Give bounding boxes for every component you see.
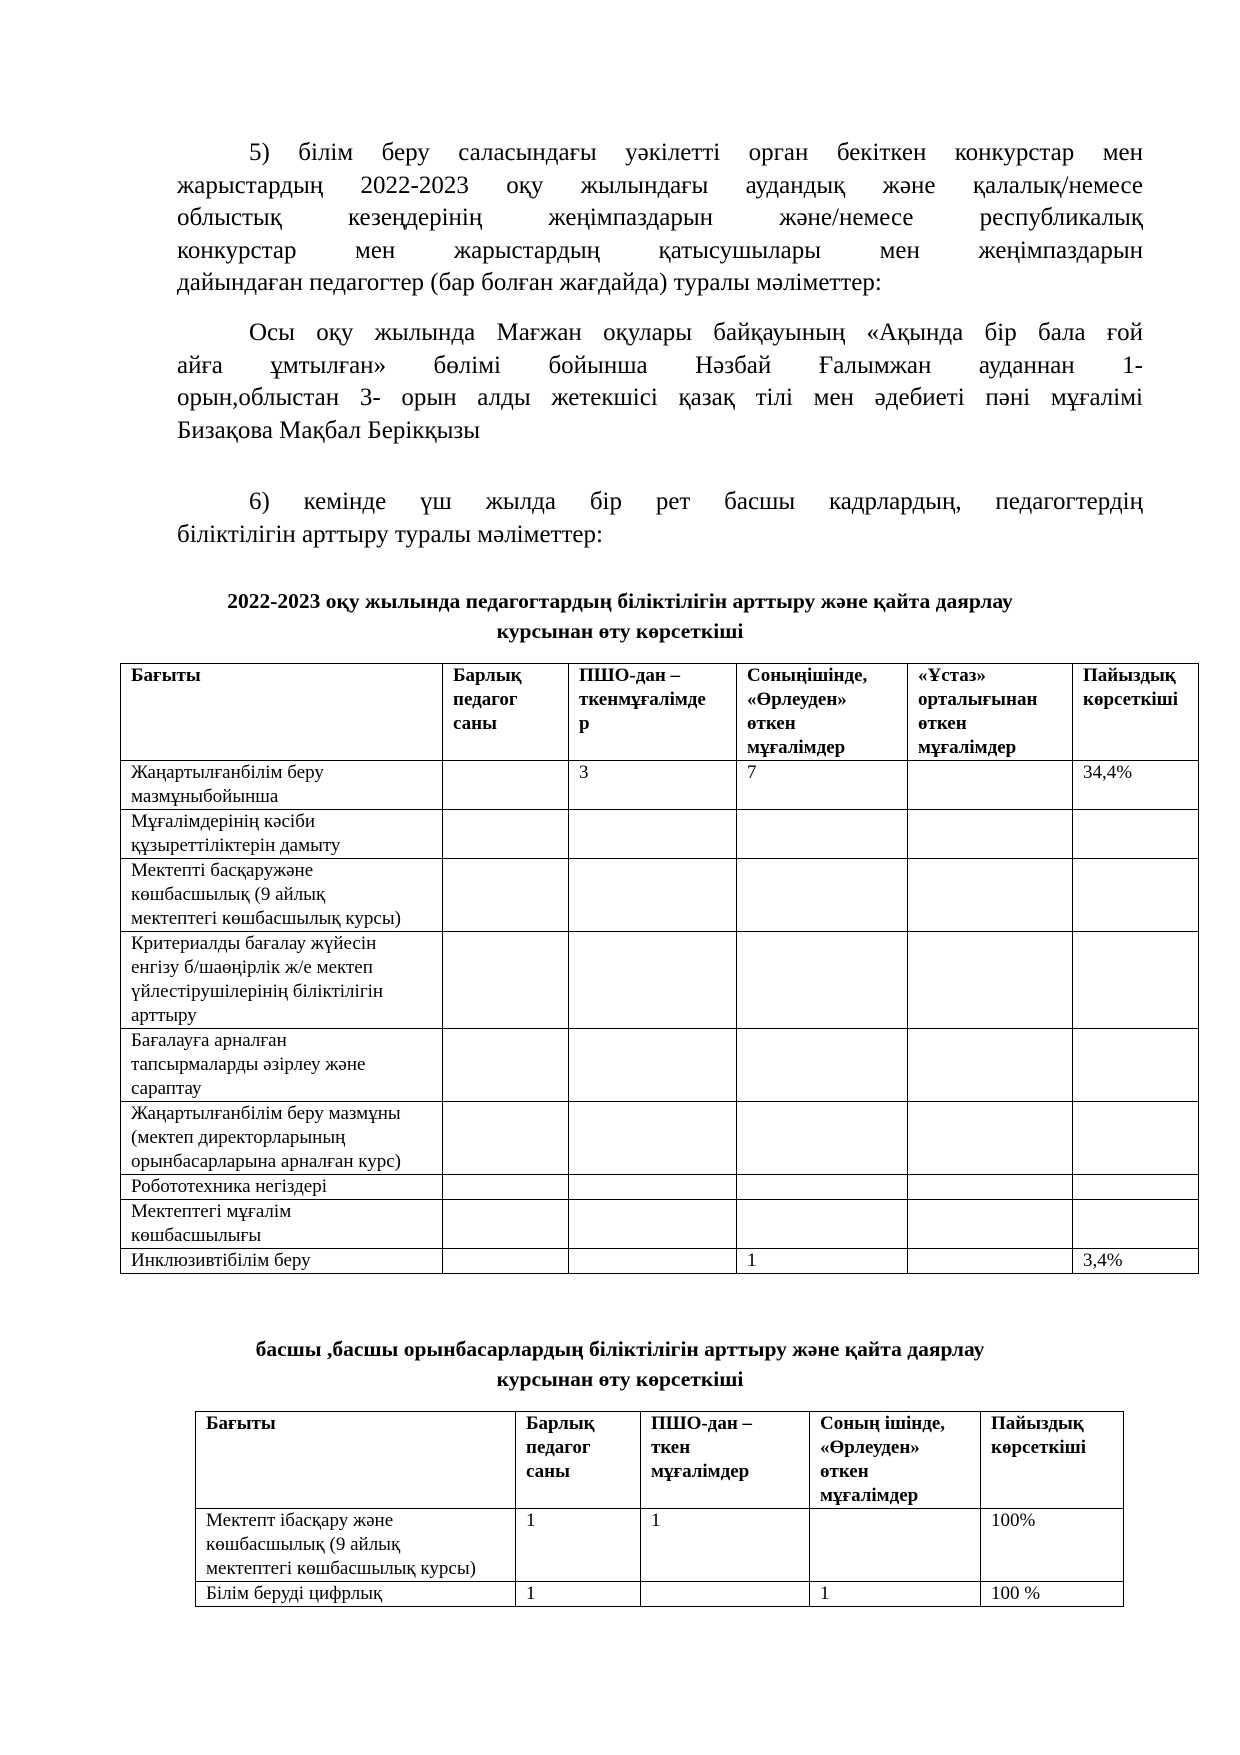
table-cell — [1073, 1175, 1199, 1200]
row-label-cell: Мектептегі мұғалім көшбасшылығы — [121, 1200, 443, 1249]
table-cell — [443, 810, 569, 859]
table-cell — [443, 932, 569, 1029]
table-cell: 1 — [516, 1582, 641, 1607]
table-row — [196, 1509, 1124, 1582]
table-cell — [908, 810, 1073, 859]
table-row — [121, 1175, 1199, 1200]
header-total-teachers: Барлық педагог саны — [516, 1412, 641, 1509]
table-cell — [443, 1175, 569, 1200]
table-cell: 1 — [737, 1249, 908, 1274]
header-percentage: Пайыздық көрсеткіші — [1073, 664, 1199, 761]
table-cell — [443, 1200, 569, 1249]
table-cell — [443, 1102, 569, 1175]
row-label-cell: Инклюзивтібілім беру — [121, 1249, 443, 1274]
table-cell — [737, 810, 908, 859]
title-line: басшы ,басшы орынбасарлардың біліктілігін арттыру және қайта даярлау — [255, 1337, 985, 1361]
table-cell — [443, 859, 569, 932]
table-row — [196, 1582, 1124, 1607]
paragraph-line: жарыстардың 2022-2023 оқу жылындағы аудандық және қалалық/немесе — [177, 171, 1143, 199]
table-cell — [810, 1509, 981, 1582]
table-2-title — [120, 1334, 1120, 1394]
row-label-cell: Мұғалімдерінің кәсіби құзыреттіліктерін дамыту — [121, 810, 443, 859]
table-row — [121, 859, 1199, 932]
row-label-cell: Мектепті басқаружәне көшбасшылық (9 айлық мектептегі көшбасшылық курсы) — [121, 859, 443, 932]
teacher-training-table — [120, 663, 1199, 1274]
table-cell — [569, 1175, 737, 1200]
table-cell — [569, 859, 737, 932]
section-6-paragraph — [177, 486, 1143, 551]
paragraph-line: Осы оқу жылында Мағжан оқулары байқауының «Ақында бір бала ғой — [249, 319, 1143, 346]
header-orleu-teachers: Соның ішінде, «Өрлеуден» өткен мұғалімдер — [810, 1412, 981, 1509]
table-cell — [1073, 1102, 1199, 1175]
table-cell — [908, 1249, 1073, 1274]
paragraph-line: облыстық кезеңдерінің жеңімпаздарын және/немесе республикалық — [177, 204, 1143, 231]
header-orleu-teachers: Соныңішінде, «Өрлеуден» өткен мұғалімдер — [737, 664, 908, 761]
table-cell — [737, 1029, 908, 1102]
paragraph-line: конкурстар мен жарыстардың қатысушылары мен жеңімпаздарын — [177, 236, 1143, 264]
table-cell — [908, 859, 1073, 932]
header-pshc-teachers: ПШО-дан – ткен мұғалімдер — [641, 1412, 810, 1509]
table-cell — [737, 1200, 908, 1249]
paragraph-line: Бизақова Мақбал Берікқызы — [177, 416, 481, 444]
paragraph-line: орын,облыстан 3- орын алды жетекшісі қазақ тілі мен әдебиеті пәні мұғалімі — [177, 384, 1143, 411]
table-row — [121, 1249, 1199, 1274]
row-label-cell: Робототехника негіздері — [121, 1175, 443, 1200]
title-line: 2022-2023 оқу жылында педагогтардың біліктілігін арттыру және қайта даярлау — [227, 589, 1013, 613]
header-percentage: Пайыздық көрсеткіші — [981, 1412, 1124, 1509]
title-line: курсынан өту көрсеткіші — [496, 619, 744, 643]
paragraph-line: 5) білім беру саласындағы уәкілетті орган бекіткен конкурстар мен — [249, 139, 1143, 166]
table-cell: 1 — [810, 1582, 981, 1607]
table-cell — [737, 932, 908, 1029]
paragraph-line: 6) кемінде үш жылда бір рет басшы кадрлардың, педагогтердің — [249, 488, 1143, 515]
table-cell — [1073, 1200, 1199, 1249]
row-label-cell: Критериалды бағалау жүйесін енгізу б/шаөңірлік ж/е мектеп үйлестірушілерінің біліктілігін арттыру — [121, 932, 443, 1029]
table-header-row — [121, 664, 1199, 761]
table-cell — [1073, 932, 1199, 1029]
table-cell — [908, 1200, 1073, 1249]
table-cell — [908, 1175, 1073, 1200]
achievement-paragraph — [177, 317, 1143, 447]
header-direction: Бағыты — [196, 1412, 516, 1509]
table-row — [121, 761, 1199, 810]
header-direction: Бағыты — [121, 664, 443, 761]
table-cell — [443, 761, 569, 810]
header-ustaz-teachers: «Ұстаз» орталығынан өткен мұғалімдер — [908, 664, 1073, 761]
table-row — [121, 810, 1199, 859]
table-cell — [1073, 859, 1199, 932]
table-cell — [908, 1029, 1073, 1102]
table-cell: 34,4% — [1073, 761, 1199, 810]
table-cell: 7 — [737, 761, 908, 810]
table-cell — [569, 810, 737, 859]
table-cell — [737, 859, 908, 932]
paragraph-line: біліктілігін арттыру туралы мәліметтер: — [177, 520, 603, 548]
table-cell — [569, 932, 737, 1029]
table-header-row — [196, 1412, 1124, 1509]
table-cell — [737, 1102, 908, 1175]
row-label-cell: Бағалауға арналған тапсырмаларды әзірлеу және сараптау — [121, 1029, 443, 1102]
table-cell — [569, 1102, 737, 1175]
table-cell: 100 % — [981, 1582, 1124, 1607]
leaders-training-table — [195, 1411, 1124, 1607]
table-cell — [443, 1029, 569, 1102]
table-1-title — [120, 586, 1120, 646]
table-cell — [569, 1200, 737, 1249]
row-label-cell: Жаңартылғанбілім беру мазмұныбойынша — [121, 761, 443, 810]
table-cell — [443, 1249, 569, 1274]
paragraph-line: дайындаған педагогтер (бар болған жағдайда) туралы мәліметтер: — [177, 269, 882, 296]
table-cell — [1073, 810, 1199, 859]
table-row — [121, 1102, 1199, 1175]
table-cell — [737, 1175, 908, 1200]
table-cell — [569, 1249, 737, 1274]
table-cell: 100% — [981, 1509, 1124, 1582]
table-row — [121, 1029, 1199, 1102]
table-cell — [908, 1102, 1073, 1175]
table-cell — [641, 1582, 810, 1607]
table-cell: 1 — [641, 1509, 810, 1582]
table-cell — [1073, 1029, 1199, 1102]
table-row — [121, 1200, 1199, 1249]
row-label-cell: Мектепт ібасқару және көшбасшылық (9 айлық мектептегі көшбасшылық курсы) — [196, 1509, 516, 1582]
header-total-teachers: Барлық педагог саны — [443, 664, 569, 761]
title-line: курсынан өту көрсеткіші — [496, 1367, 744, 1391]
table-cell: 3 — [569, 761, 737, 810]
table-cell — [908, 761, 1073, 810]
row-label-cell: Жаңартылғанбілім беру мазмұны (мектеп директорларының орынбасарларына арналған курс) — [121, 1102, 443, 1175]
table-row — [121, 932, 1199, 1029]
table-cell — [569, 1029, 737, 1102]
header-pshc-teachers: ПШО-дан – ткенмұғалімде р — [569, 664, 737, 761]
table-cell — [908, 932, 1073, 1029]
paragraph-line: айға ұмтылған» бөлімі бойынша Нәзбай Ғалымжан ауданнан 1- — [177, 351, 1143, 379]
table-cell: 1 — [516, 1509, 641, 1582]
section-5-paragraph — [177, 137, 1143, 300]
row-label-cell: Білім беруді цифрлық — [196, 1582, 516, 1607]
table-cell: 3,4% — [1073, 1249, 1199, 1274]
